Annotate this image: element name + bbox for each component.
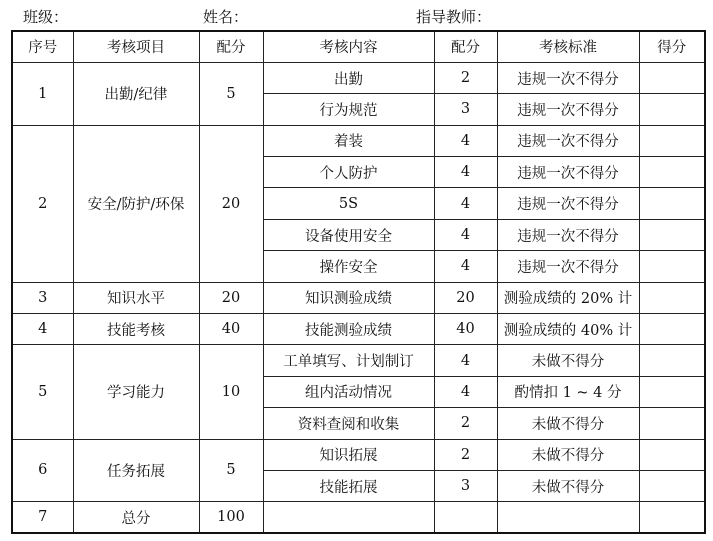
cell-assessment-standard <box>497 502 639 533</box>
cell-content-points: 2 <box>434 408 497 439</box>
cell-score[interactable] <box>639 439 705 470</box>
cell-serial-no: 2 <box>12 125 73 282</box>
cell-score[interactable] <box>639 62 705 93</box>
table-row <box>12 345 705 376</box>
cell-assessment-item: 出勤/纪律 <box>73 62 199 125</box>
cell-content-points: 2 <box>434 62 497 93</box>
cell-assessment-item: 知识水平 <box>73 282 199 313</box>
cell-serial-no: 1 <box>12 62 73 125</box>
cell-score[interactable] <box>639 125 705 156</box>
cell-assessment-standard: 违规一次不得分 <box>497 62 639 93</box>
cell-score[interactable] <box>639 502 705 533</box>
cell-content-points: 4 <box>434 125 497 156</box>
cell-content-points: 2 <box>434 439 497 470</box>
cell-score[interactable] <box>639 408 705 439</box>
cell-assessment-standard: 违规一次不得分 <box>497 94 639 125</box>
cell-content-points <box>434 502 497 533</box>
cell-assessment-standard: 测验成绩的 20% 计 <box>497 282 639 313</box>
cell-assessment-content: 知识测验成绩 <box>263 282 434 313</box>
table-row <box>12 439 705 470</box>
cell-serial-no: 4 <box>12 314 73 345</box>
cell-assessment-standard: 违规一次不得分 <box>497 251 639 282</box>
table-row <box>12 502 705 533</box>
column-header-content-points: 配分 <box>434 31 497 62</box>
cell-content-points: 20 <box>434 282 497 313</box>
cell-score[interactable] <box>639 94 705 125</box>
cell-serial-no: 7 <box>12 502 73 533</box>
cell-assessment-standard: 未做不得分 <box>497 345 639 376</box>
column-header-no: 序号 <box>12 31 73 62</box>
cell-assessment-content: 技能拓展 <box>263 470 434 501</box>
table-row <box>12 62 705 93</box>
teacher-label: 指导教师： <box>416 8 492 26</box>
cell-content-points: 4 <box>434 219 497 250</box>
cell-score[interactable] <box>639 251 705 282</box>
cell-content-points: 3 <box>434 94 497 125</box>
cell-serial-no: 3 <box>12 282 73 313</box>
cell-assessment-standard: 违规一次不得分 <box>497 125 639 156</box>
cell-item-points: 5 <box>199 439 263 502</box>
cell-assessment-content: 技能测验成绩 <box>263 314 434 345</box>
cell-assessment-content: 组内活动情况 <box>263 376 434 407</box>
cell-score[interactable] <box>639 219 705 250</box>
cell-assessment-content: 行为规范 <box>263 94 434 125</box>
cell-assessment-item: 总分 <box>73 502 199 533</box>
class-label: 班级： <box>23 8 69 26</box>
cell-assessment-standard: 违规一次不得分 <box>497 188 639 219</box>
cell-assessment-item: 安全/防护/环保 <box>73 125 199 282</box>
cell-assessment-standard: 酌情扣 1 ~ 4 分 <box>497 376 639 407</box>
cell-item-points: 5 <box>199 62 263 125</box>
table-body <box>12 62 705 533</box>
cell-content-points: 40 <box>434 314 497 345</box>
table-row <box>12 314 705 345</box>
cell-item-points: 40 <box>199 314 263 345</box>
cell-item-points: 20 <box>199 282 263 313</box>
column-header-content: 考核内容 <box>263 31 434 62</box>
cell-item-points: 10 <box>199 345 263 439</box>
cell-assessment-content <box>263 502 434 533</box>
form-header <box>0 0 713 30</box>
cell-assessment-content: 资料查阅和收集 <box>263 408 434 439</box>
cell-assessment-content: 操作安全 <box>263 251 434 282</box>
cell-assessment-content: 设备使用安全 <box>263 219 434 250</box>
header-row <box>12 31 705 62</box>
assessment-table <box>11 30 706 534</box>
cell-item-points: 100 <box>199 502 263 533</box>
cell-content-points: 4 <box>434 251 497 282</box>
table-row <box>12 125 705 156</box>
cell-assessment-content: 着装 <box>263 125 434 156</box>
cell-assessment-standard: 违规一次不得分 <box>497 157 639 188</box>
cell-score[interactable] <box>639 188 705 219</box>
cell-assessment-item: 任务拓展 <box>73 439 199 502</box>
cell-assessment-item: 学习能力 <box>73 345 199 439</box>
cell-content-points: 4 <box>434 345 497 376</box>
column-header-score: 得分 <box>639 31 705 62</box>
column-header-standard: 考核标准 <box>497 31 639 62</box>
cell-item-points: 20 <box>199 125 263 282</box>
cell-score[interactable] <box>639 376 705 407</box>
column-header-item: 考核项目 <box>73 31 199 62</box>
cell-score[interactable] <box>639 157 705 188</box>
cell-serial-no: 5 <box>12 345 73 439</box>
cell-assessment-content: 工单填写、计划制订 <box>263 345 434 376</box>
cell-assessment-content: 出勤 <box>263 62 434 93</box>
cell-score[interactable] <box>639 470 705 501</box>
cell-content-points: 4 <box>434 376 497 407</box>
table-row <box>12 282 705 313</box>
cell-assessment-content: 知识拓展 <box>263 439 434 470</box>
cell-assessment-standard: 未做不得分 <box>497 408 639 439</box>
cell-score[interactable] <box>639 314 705 345</box>
cell-content-points: 4 <box>434 188 497 219</box>
cell-assessment-item: 技能考核 <box>73 314 199 345</box>
cell-assessment-standard: 未做不得分 <box>497 439 639 470</box>
cell-score[interactable] <box>639 282 705 313</box>
cell-assessment-content: 个人防护 <box>263 157 434 188</box>
name-label: 姓名： <box>203 8 249 26</box>
cell-score[interactable] <box>639 345 705 376</box>
cell-assessment-standard: 未做不得分 <box>497 470 639 501</box>
cell-content-points: 4 <box>434 157 497 188</box>
cell-assessment-content: 5S <box>263 188 434 219</box>
cell-serial-no: 6 <box>12 439 73 502</box>
cell-assessment-standard: 测验成绩的 40% 计 <box>497 314 639 345</box>
cell-assessment-standard: 违规一次不得分 <box>497 219 639 250</box>
cell-content-points: 3 <box>434 470 497 501</box>
column-header-item-points: 配分 <box>199 31 263 62</box>
